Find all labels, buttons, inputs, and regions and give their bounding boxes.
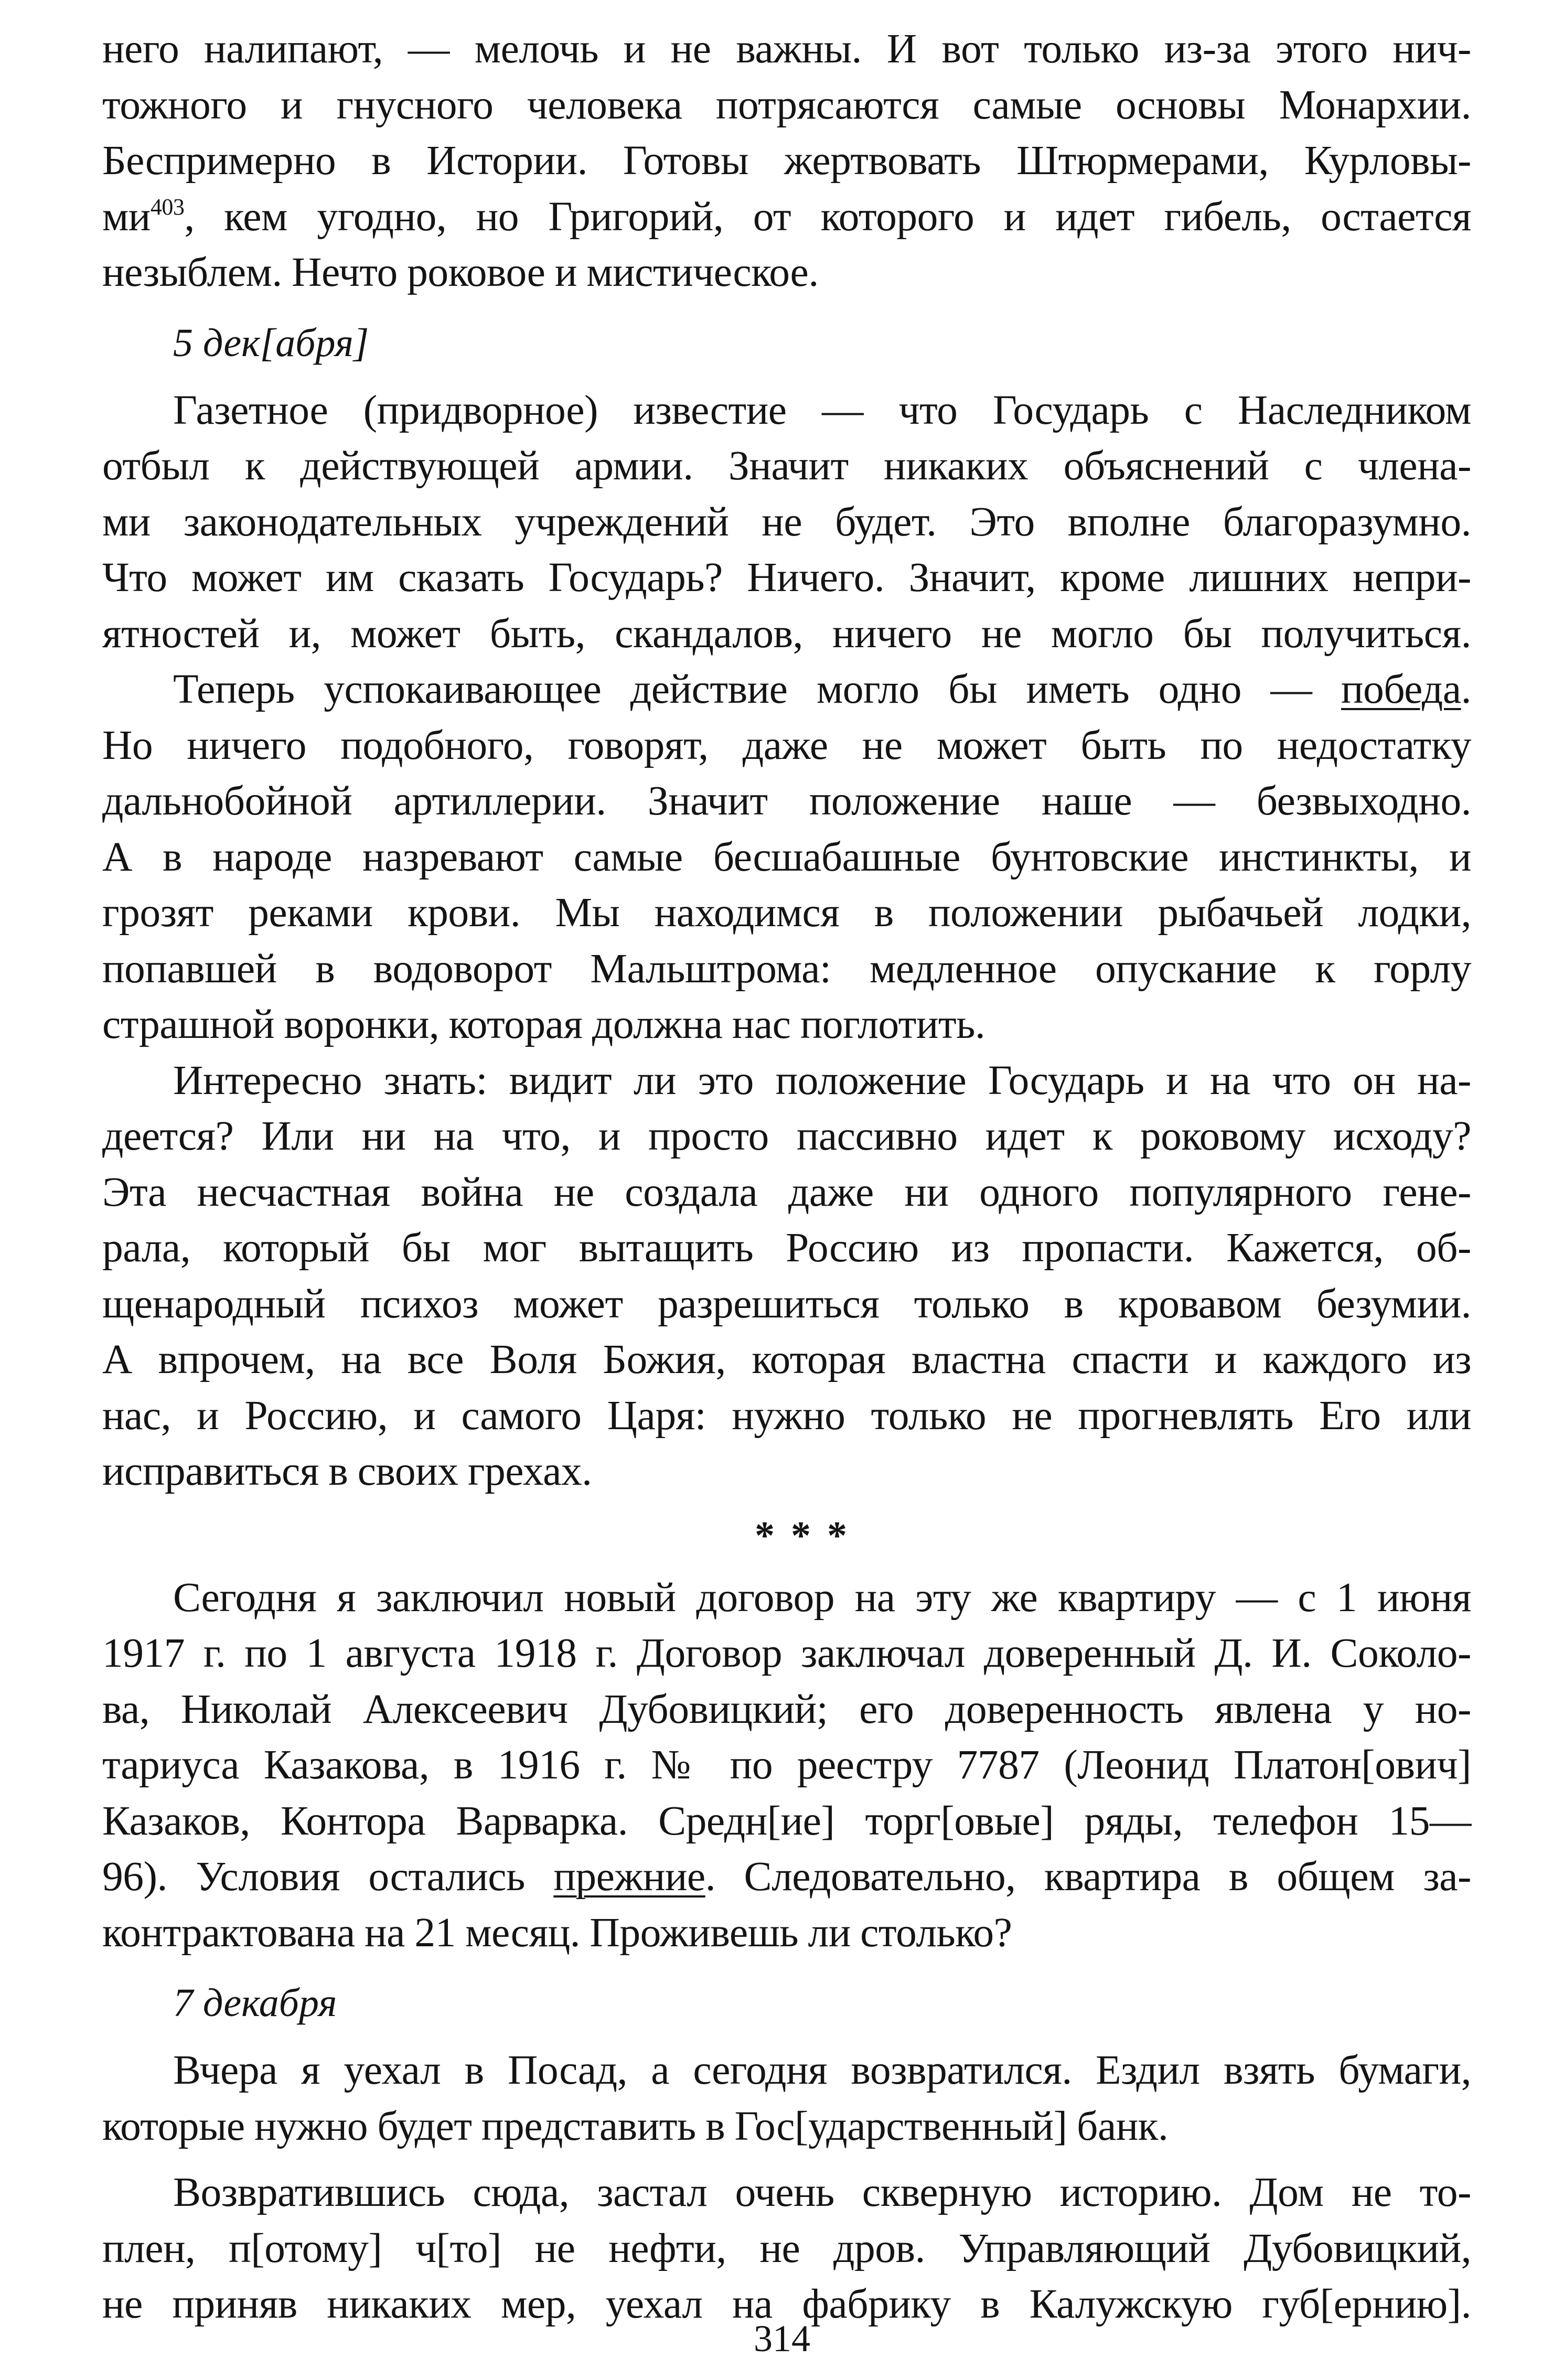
paragraph-7 <box>102 2164 1471 2332</box>
text-line: не приняв никаких мер, уехал на фабрику в Калужскую губ[ернию]. <box>102 2281 1471 2327</box>
diary-date: 7 декабря <box>173 1981 337 2025</box>
text-line: Интересно знать: видит ли это положение Государь и на что он на- <box>173 1057 1471 1103</box>
text-line: Вчера я уехал в Посад, а сегодня возвратился. Ездил взять бумаги, <box>173 2047 1471 2093</box>
underlined-word: прежние <box>553 1853 705 1900</box>
footnote-marker: 403 <box>150 194 185 220</box>
paragraph-6 <box>102 2042 1471 2154</box>
text-line: ми законодательных учреждений не будет. Это вполне благоразумно. <box>102 498 1471 545</box>
page-number: 314 <box>754 2318 810 2360</box>
paragraph-gap <box>102 2154 1471 2164</box>
text-line: дальнобойной артиллерии. Значит положение наше — безвыходно. <box>102 778 1471 824</box>
text-fragment: . Следовательно, квартира в общем за- <box>705 1853 1471 1900</box>
text-line: Но ничего подобного, говорят, даже не может быть по недостатку <box>102 722 1471 768</box>
text-line: тариуса Казакова, в 1916 г. № по реестру 7787 (Леонид Платон[ович] <box>102 1742 1471 1788</box>
text-line: А впрочем, на все Воля Божия, которая властна спасти и каждого из <box>102 1336 1471 1382</box>
text-line: грозят реками крови. Мы находимся в положении рыбачьей лодки, <box>102 889 1471 936</box>
text-line: которые нужно будет представить в Гос[ударственный] банк. <box>102 2103 1169 2149</box>
text-line: него налипают, — мелочь и не важны. И вот только из-за этого нич- <box>102 26 1471 72</box>
text-line <box>102 661 1471 717</box>
text-fragment: Теперь успокаивающее действие могло бы иметь одно — <box>173 666 1341 712</box>
diary-date: 5 дек[абря] <box>173 320 369 365</box>
text-line: Возвратившись сюда, застал очень скверную историю. Дом не то- <box>173 2169 1471 2215</box>
text-fragment: 96). Условия остались <box>102 1853 554 1900</box>
text-line: нас, и Россию, и самого Царя: нужно только не прогневлять Его или <box>102 1392 1471 1439</box>
text-line: ва, Николай Алексеевич Дубовицкий; его доверенность явлена у но- <box>102 1686 1471 1732</box>
text-line: ятностей и, может быть, скандалов, ничего не могло бы получиться. <box>102 610 1471 657</box>
paragraph-3 <box>102 661 1471 1053</box>
page-body <box>102 21 1471 2332</box>
text-fragment: , кем угодно, но Григорий, от которого и идет гибель, остается <box>184 193 1471 240</box>
text-fragment: ми <box>102 193 151 240</box>
text-line: попавшей в водоворот Мальштрома: медленное опускание к горлу <box>102 945 1471 992</box>
text-line: щенародный психоз может разрешиться только в кровавом безумии. <box>102 1280 1471 1327</box>
text-line: тожного и гнусного человека потрясаются самые основы Монархии. <box>102 81 1471 128</box>
text-line: Что может им сказать Государь? Ничего. Значит, кроме лишних непри- <box>102 554 1471 601</box>
text-line: А в народе назревают самые бесшабашные бунтовские инстинкты, и <box>102 833 1471 880</box>
underlined-word: победа <box>1341 666 1461 712</box>
text-line: Беспримерно в Истории. Готовы жертвовать Штюрмерами, Курловы- <box>102 137 1471 184</box>
text-line: рала, который бы мог вытащить Россию из пропасти. Кажется, об- <box>102 1225 1471 1271</box>
text-line <box>102 189 1471 245</box>
paragraph-2 <box>102 382 1471 662</box>
paragraph-5 <box>102 1570 1471 1961</box>
text-line: деется? Или ни на что, и просто пассивно идет к роковому исходу? <box>102 1113 1471 1159</box>
text-line: 1917 г. по 1 августа 1918 г. Договор заключал доверенный Д. И. Соколо- <box>102 1630 1471 1676</box>
paragraph-1 <box>102 21 1471 301</box>
section-separator: * * * <box>755 1513 850 1558</box>
text-line: страшной воронки, которая должна нас поглотить. <box>102 1001 985 1047</box>
text-fragment: . <box>1461 666 1471 712</box>
text-line: плен, п[отому] ч[то] не нефти, не дров. Управляющий Дубовицкий, <box>102 2225 1471 2271</box>
paragraph-4 <box>102 1053 1471 1499</box>
text-line <box>102 1849 1471 1905</box>
text-line: Эта несчастная война не создала даже ни одного популярного гене- <box>102 1168 1471 1215</box>
text-line: исправиться в своих грехах. <box>102 1448 592 1494</box>
text-line: Сегодня я заключил новый договор на эту же квартиру — с 1 июня <box>173 1574 1471 1621</box>
text-line: Газетное (придворное) известие — что Государь с Наследником <box>173 387 1471 433</box>
text-line: Казаков, Контора Варварка. Средн[ие] торг[овые] ряды, телефон 15— <box>102 1797 1471 1844</box>
text-line: незыблем. Нечто роковое и мистическое. <box>102 249 819 295</box>
text-line: контрактована на 21 месяц. Проживешь ли столько? <box>102 1909 1012 1956</box>
text-line: отбыл к действующей армии. Значит никаких объяснений с члена- <box>102 443 1471 489</box>
